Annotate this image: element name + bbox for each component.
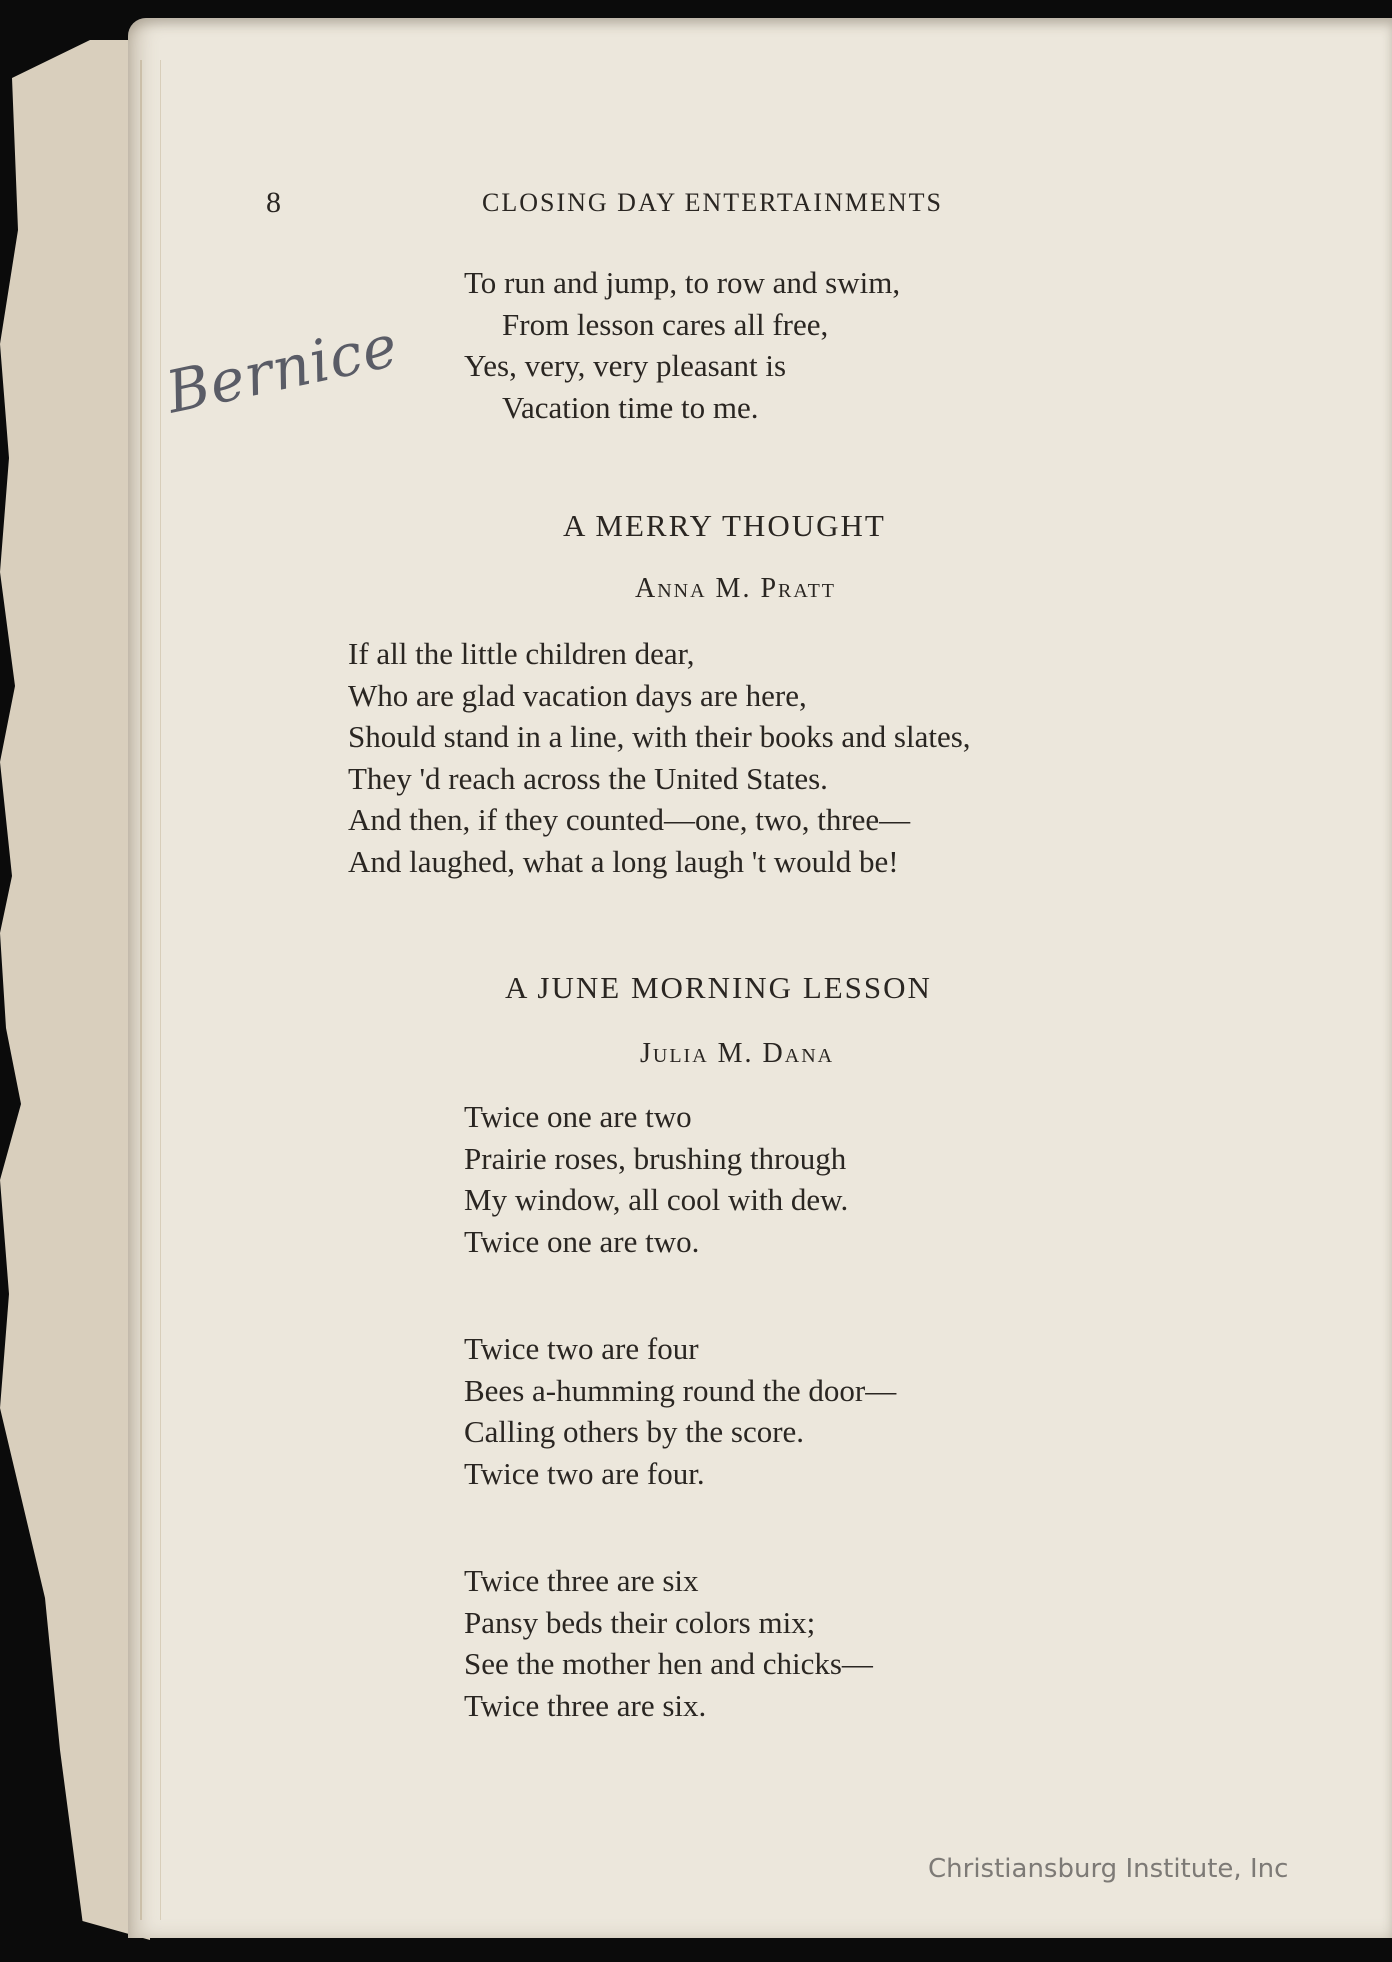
poem-title: A JUNE MORNING LESSON bbox=[505, 970, 932, 1005]
stanza-line: Twice three are six bbox=[464, 1563, 699, 1598]
stanza-line: Bees a-humming round the door— bbox=[464, 1372, 897, 1408]
handwritten-signature: Bernice bbox=[160, 311, 404, 427]
running-head: CLOSING DAY ENTERTAINMENTS bbox=[482, 188, 943, 217]
stanza-line: Twice two are four bbox=[464, 1331, 699, 1366]
stanza-line: Pansy beds their colors mix; bbox=[464, 1604, 816, 1640]
stanza-line: Twice two are four. bbox=[464, 1455, 705, 1491]
stanza-line: Prairie roses, brushing through bbox=[464, 1140, 847, 1176]
opening-stanza bbox=[464, 262, 900, 428]
stanza-line: Twice one are two bbox=[464, 1099, 692, 1134]
poem-author: Anna M. Pratt bbox=[635, 573, 837, 604]
stanza-line: Twice three are six. bbox=[464, 1687, 707, 1723]
poem-author: Julia M. Dana bbox=[640, 1038, 835, 1069]
poem-line: If all the little children dear, bbox=[348, 636, 695, 671]
watermark: Christiansburg Institute, Inc bbox=[928, 1854, 1289, 1884]
stanza-line: Calling others by the score. bbox=[464, 1414, 805, 1449]
stanza-line: From lesson cares all free, bbox=[502, 306, 829, 342]
poem-stanza bbox=[464, 1560, 873, 1726]
poem-stanza bbox=[464, 1096, 848, 1262]
poem-stanza bbox=[464, 1328, 896, 1494]
page-number: 8 bbox=[266, 186, 281, 219]
poem-body bbox=[348, 633, 971, 882]
poem-title: A MERRY THOUGHT bbox=[563, 508, 886, 543]
poem-line: Who are glad vacation days are here, bbox=[348, 677, 807, 713]
poem-line: And then, if they counted—one, two, three— bbox=[348, 802, 911, 837]
stanza-line: To run and jump, to row and swim, bbox=[464, 265, 901, 300]
poem-line: They 'd reach across the United States. bbox=[348, 760, 828, 796]
stanza-line: See the mother hen and chicks— bbox=[464, 1646, 873, 1681]
stanza-line: Vacation time to me. bbox=[502, 389, 759, 425]
poem-line: Should stand in a line, with their books and slates, bbox=[348, 719, 971, 754]
page-gutter bbox=[140, 60, 161, 1920]
stanza-line: Twice one are two. bbox=[464, 1223, 700, 1259]
stanza-line: Yes, very, very pleasant is bbox=[464, 348, 787, 383]
poem-line: And laughed, what a long laugh 't would be! bbox=[348, 843, 899, 879]
stanza-line: My window, all cool with dew. bbox=[464, 1182, 849, 1217]
